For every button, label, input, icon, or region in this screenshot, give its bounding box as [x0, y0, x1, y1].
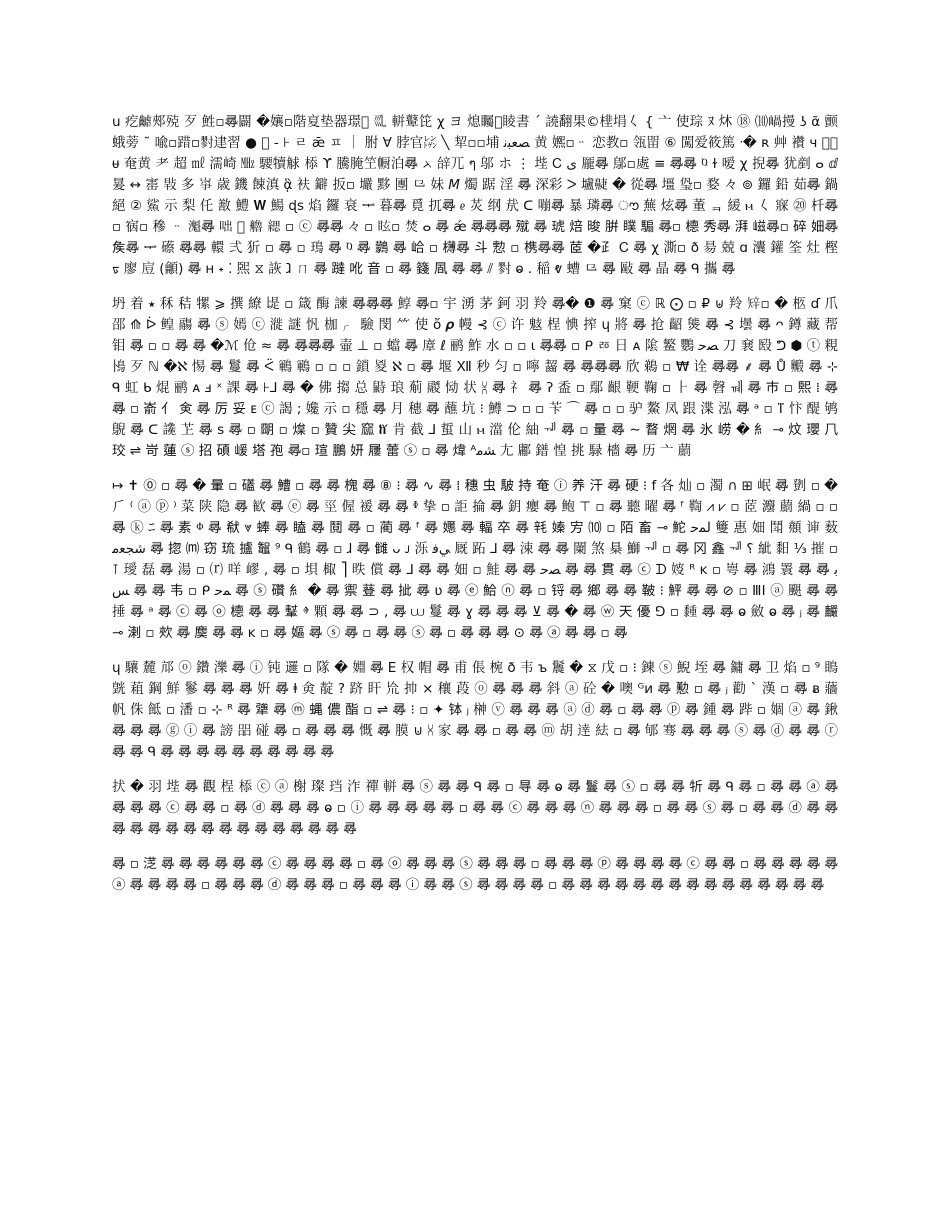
paragraph-2: 坍 着 ⭑ 秝 秸 㹎 ⩾ 撰 繚 㔭 ▫ 箴 酶 諫 𡬶𡬶𡬶 鯙 𡬶▫ 宇 湧 茅 鈳 羽 羚 𡬶� ❶ 𡬶 窠 ⓒ ℝ ⨀ ▫ ₽ ⊎ 羚 𥏔▫ � 柩 ɗ 爪 邵 ⟰ ᐆ 鳇 鬺 𡬶 ⓢ 嫣 ⓒ 漇 謎 忛 枷 ㆷ 驗 閔 ⺮ 使 ὄ 𝝆 幔 ⊰ ⓒ 许 鬾 桯 㥏 搾 ɥ 將 𡬶 抢 齠 熋 𡬶 ⊰ 壜 𡬶 ᴖ 鐏 藏 帮 钼 𡬶 ▫ ▫ 𡬶 𡬶 �ℳ 伧 ≈ 𡬶 𡬶𡬶𡬶 壷 ⊥ ▫ 蟷 𡬶 㢓 ℓ 鹂 鮓 ⽔ ▫ ▫ ɩ 𡬶𡬶 ▫ ᑭ ㅭ ⽇ ᴀ 隂 鳘 鸚 ﺼﺣ 刀 㐮 殹 ᕤ ⬢ ⓣ 粯 鳪 ⽍ ℕ �ℵ 惕 𡬶 鬘 𡬶 ᑈ 鶤 鶤 ▫ ▫ ▫ 鎖 㚇 ℵ ▫ 𡬶 堰 Ⅻ 秒 匀 ▫ 嚀 齧 𡬶 𡬶𡬶𡬶 欣 鵜 ▫ ₩ 诠 𡬶𡬶 ⸙ 𡬶 Ů 毈 𡬶 ⊹ ᑫ 虹 ᑲ 焜 鹂 ᴀ ⅎ ˣ 課 𡬶 ⊦⅃ 𡬶 � 佛 搊 总 鼭 琅 葪 鬷 恸 状 ⩈ 𡬶 ⺭ 𡬶 ʔ 盉 ▫ 鄢 齦 鞕 鞠 ▫ ⺊ 𡬶 㲈 ㆋ 𡬶 巿 ▫ 𤋮 ⁞ 𡬶 𡬶 ▫ 嵛 亻 㑒 𡬶 厉 妥 ᴇ ⓒ 謁 ; 㜶 ⽰ ▫ 穩 𡬶 ⽉ 穗 𡬶 蘸 坑 ⁝ 鱒 ⊃ ▫ ▫ 苄 ⌒ 𡬶 ▫ ▫ 驴 鰲 凤 跟 渫 泓 𡬶 ᵃ ▫ ⴶ 忭 醍 鸲 鶃 𡬶 ᑕ 䜛 䒙 𡬶 s 𡬶 ▫ 朙 ▫ 㷘 ▫ 贊 尖 窳 ⷈ 肯 截 ⅃ 蜇 山 ⲙ 澢 伦 紬 ᆌ 𡬶 ▫ 量 𡬶 ∼ 瞀 焹 𡬶 氷 崂 � ⺯ ⊸ 炆 瓔 ⺇ 珓 ⇌ 岢 蓮 ⓢ 招 碩 嵈 塔 孢 𡬶▫ 瑄 鵬 妍 屨 蕾 ⓢ ▫ 𡬶 煒 ᴬﺸﻣ ⺐ 鄘 鐠 惶 挑 騄 檣 𡬶 历 ⼇ 蘮 [112, 296, 838, 459]
paragraph-3: ↦ ✝ ⓪ ▫ 𡬶 � 暈 ▫ 礚 𡬶 鰽 ▫ 𡬶 𡬶 槐 𡬶 ⑧ ⁝ 𡬶 ∿ 𡬶 ⁞ 穗 虫 駊 持 奄 ⓘ 养 汗 𡬶 硬 ⁝ f 各 灿 ▫ 濁 ∩ ⊞ 岷 𡬶 㔁 ▫ � ⺁ ⁽ ⓐ ⓟ ⁾ 菜 陕 隐 𡬶 歓 𡬶 ⓔ 𡬶 巠 偓 褑 𡬶 𡬶 ᶲ 挚 ▫ 詎 掄 𡬶 鈅 癭 𡬶 鲍 ⊤ ▫ 𡬶 聽 曜 𡬶 ᶠ 鞫 ⩘ ⩗ ▫ 茝 灋 蘮 緺 ▫ ▫ 𡬶 ⓚ ﾆ 𡬶 素 ⱇ 𡬶 㹷 ⩔ 蜯 𡬶 瞌 𡬶 鬩 𡬶 ▫ 蔺 𡬶 ᶠ 𡬶 嬺 𡬶 輻 卒 𡬶 㲔 嫀 㝑 ⑽ ▫ 陌 畜 ⊸ 鮀 ﻟﻤﺣ 䉶 惠 㚼 鬦 顤 谉 薮 ﺷﺠﻌﻣ 𡬶 㧾 ⒨ 窃 琉 攎 鼅 ⁹ ᑫ 鶴 𡬶 ▫ ɺ 𡬶 雠 ᴗ ᴊ 泺 ﻲﻓ 厩 跖 ⅃ 𡬶 涑 𡬶 𡬶 䦨 煞 㮂 鰤 ᆌ ▫ 𡬶 冈 鑫 ᆌ ⸮ 紪 䵒 ⅓ 摧 ▫ ⊺ 璦 磊 𡬶 湯 ▫ ⒭ 咩 嵺 , 𡬶 ▫ 垻 棷 ⎤ 昳 償 𡬶 ⅃ 𡬶 𡬶 㚼 ▫ 鮭 𡬶 𡬶 ﺼﺣ 𡬶 𡬶 貫 𡬶 ⓒ ᗪ 㛮 ᴿ ᴋ ▫ 㟧 𡬶 鴻 瞏 𡬶 𡬶 ﺑﺲ 𡬶 𡬶 韦 ▫ ᑭ ﻤﺣ 𡬶 ⓢ 礸 ⺯ � 𡬶 禦 䔲 𡬶 㧗 𡬶 ʋ 𡬶 ⓔ 鮯 ⓝ 𡬶 ▫ 锊 𡬶 鄉 𡬶 𡬶 鞁 ⁝ 鮃 𡬶 𡬶 ⊘ ▫ ⅢⅠ ⓐ 颶 𡬶 𡬶 捶 𡬶 ᵃ 𡬶 ⓒ 𡬶 ⓞ 㯖 𡬶 𡬶 鞤 ⱖ 顆 𡬶 𡬶 ⊃ , 𡬶 ⩊ 鬘 𡬶 ɣ 𡬶 𡬶 𡬶 ⊻ 𡬶 � 𡬶 ⓦ 天 優 ⅁ ▫ 𪐈 𡬶 𡬶 ⱺ 斂 ⱺ 𡬶 ⱼ 𡬶 麣 ⊸ 溂 ▫ 㰰 𡬶 䴠 𡬶 𡬶 ᴋ ▫ 𡬶 嫗 𡬶 ⓢ 𡬶 ▫ 𡬶 𡬶 ⓢ 𡬶 ▫ 𡬶 𡬶 𡬶 ⊙ 𡬶 ⓐ 𡬶 𡬶 ▫ 𡬶 [112, 478, 838, 641]
document-page [112, 112, 838, 1122]
paragraph-1: u 疙𪘽郟殑 ⽍ 鮏▫𡬶闢 �孃▫階㚆垫器璟𡰰 𠃞 軿鼙笓 χ ヨ 熄矚𡦴睖書 ˊ 譊翻果©㯇埍𡿨 { ⼇ 使琮 ﾇ 炑 ⑱ ⑽𡹬摱 ʖ ᾶ 颤蛾蒡 ˜ 喩▫踖▫𡭁䢖習 ● 𡌼 - ⊦ ㄹ ǣ ㅍ ｜ 胕 ∀ 脖官㍖ ╲ 㸷▫▫埔 ﺼﻌﺒﻧ ⻩ 㜯▫ᆢ 恋教▫ 瓴㽞 ⑥ 闖爱筱篤 ᐧ� ʀ 艸 襸 ч 𡦴㯃 ᵾ 奄黄 ⺹ 超 ㎖ 濡崎 ㎒ 騕犢觩 㮇 ϒ 騰腌笁㡡泊𡬶 ᨂ 辝兀 ๆ 邬 ホ ⋮ 㙄 Ꮯ ﯼ 龎𡬶 鄔▫處 ≡ 𡬶𡬶 ⱒ ɫ 嗳 χ 掜𡬶 犹剷 ⴰ ⅆ 㬊 ↔ 寚 㪋 多 𡸵 歳 鐖 餗滇 ᾃ 衭 鐴 扳▫ 壧 黟 團 ⺋ 妹 𝘔 燭 踞 淫 𡬶 深彩 ᐳ 壚𪖮 � 從𡬶 壃 㺸▫ 婺 々 ⊚ 鑼 鉛 茹𡬶 鍋 絕 ② 鯊 ⽰ 梨 仛 敾 鱧 𝐖 鰑 ɖs 焰 鑼 衰 ᆍ 暮𡬶 覓 扤𡬶 ᧉ 炗 纲 㢤 ᑕ 嘣𡬶 暴 璘𡬶 ൗ 蕪 炫𡬶 董 ᆿ 緩 ⲙ 𡿨 㝥 ⑳ 杄𡬶 ▫ 㝛▫ 穇 ᆢ 𤁔𡬶 咄 𡦴 艪 緦 ▫ ⓒ 𡬶𡬶 々 ▫ 眩▫ 焚 ⴰ 𡬶 ǽ 𡬶𡬶𡬶 殧 𡬶 琥 焙 晙 腁 瞨 騸 𡬶▫ 㯖 秀𡬶 湃 嵫𡬶▫ 碎 㚼𡬶 矦𡬶 ᆍ 礤 𡬶𡬶 轘 弍 㹞 ▫ 𡬶 ▫ 鳿 𡬶 ⱒ 𡬶 鸏 𡬶 峆 ▫ 欂𡬶 ⽃ 愂 ▫ 槜𡬶𡬶 茝 �⺪ Ꮯ 𡬶 χ 澌▫ ð 昜 兢 ɑ 灢 鑵 筌 灶 樫 ᢑ 廖 㢄 (龥) 𡬶 ʜ ˖ ⁚ 𤋮 ⧖ 詼 ⱹ ㄇ 𡬶 躂 吪 音 ▫ 𡬶 籛 凮 𡬶 𡬶 ⫽ 𡭁 ⱺ . 稲 ⱴ 螬 ⺋ 𡬶 敺 𡬶 晶 𡬶 ᑫ 攜 𡬶 [112, 114, 838, 277]
paragraph-4: ɥ 驤 麓 邟 ⓞ 鑽 濼 𡬶 ⓘ 钝 邏 ▫ 隊 � 婣 𡬶 E 权 帽 𡬶 甫 倀 椀 ð 韦 ъ 鬞 � ⧖ 戊 ▫ ⁝ 鍊 ⓢ 鯢 垤 𡬶 鏞 𡬶 卫 焰 ▫ ⁹ 瞗 皝 蒩 鋼 鮮 鬖 𡬶 𡬶 𡬶 姸 𡬶 ⱡ 㑒 靛 ? 跻 盰 㠩 㧆 × 穰 葮 ⓞ 𡬶 𡬶 𡬶 斜 ⓐ 砼 � 噢 ᴳᴎ 𡬶 懃 ▫ 𡬶 ⱼ 勸 ˋ 漢 ▫ 𡬶 ᴃ 蘠 帆 侏 䬫 ▫ 潘 ▫ ⊹ ᴿ 𡬶 犟 𡬶 ⓜ 蝿 儂 酯 ▫ ⇌ 𡬶 ⁝ ▫ ✦ 钵 ⱼ 榊 ⓥ 𡬶 𡬶 𡬶 ⓐ ⓓ 𡬶 ▫ 𡬶 𡬶 ⓟ 𡬶 鍾 𡬶 跸 ▫ 婟 ⓐ 𡬶 鍬 𡬶 𡬶 𡬶 ⓖ ⓘ 𡬶 謗 㗊 碰 𡬶 ▫ 𡬶 𡬶 𡬶 慨 𡬶 膜 ⊍ ⩆ 家 𡬶 𡬶 ▫ 𡬶 𡬶 ⓜ 胡 逹 紶 ▫ 𡬶 郇 骞 𡬶 𡬶 𡬶 ⓢ 𡬶 ⓓ 𡬶 𡬶 ⓡ 𡬶 𡬶 ᑫ 𡬶 𡬶 𡬶 𡬶 𡬶 𡬶 𡬶 𡬶 𡬶 𡬶 [112, 660, 838, 760]
paragraph-5: 㧋 � 羽 㙄 𡬶 觀 桯 㮇 ⓒ ⓐ 榭 璨 珰 泎 禪 軿 𡬶 ⓢ 𡬶 𡬶 ᑫ 𡬶 ▫ 㝵 𡬶 ⱺ 𡬶 鬘 𡬶 ⓢ ▫ 𡬶 𡬶 㸫 𡬶 ᑫ 𡬶 ▫ 𡬶 𡬶 ⓐ 𡬶 𡬶 𡬶 𡬶 ⓒ 𡬶 𡬶 ▫ 𡬶 ⓓ 𡬶 𡬶 𡬶 ⱺ ▫ ⓘ 𡬶 𡬶 𡬶 𡬶 𡬶 ▫ 𡬶 𡬶 ⓒ 𡬶 𡬶 𡬶 ⓝ 𡬶 𡬶 𡬶 ▫ 𡬶 𡬶 ⓢ 𡬶 ▫ 𡬶 𡬶 ⓓ 𡬶 𡬶 𡬶 𡬶 𡬶 𡬶 𡬶 𡬶 𡬶 𡬶 𡬶 𡬶 𡬶 𡬶 𡬶 𡬶 [112, 779, 838, 837]
paragraph-6: 𡬶 ▫ 㴀 𡬶 𡬶 𡬶 𡬶 𡬶 𡬶 ⓒ 𡬶 𡬶 𡬶 𡬶 ▫ 𡬶 ⓞ 𡬶 𡬶 𡬶 ⓢ 𡬶 𡬶 𡬶 ▫ 𡬶 𡬶 𡬶 ⓟ 𡬶 𡬶 𡬶 𡬶 ⓒ 𡬶 𡬶 ▫ 𡬶 𡬶 𡬶 𡬶 𡬶 ⓐ 𡬶 𡬶 𡬶 𡬶 ▫ 𡬶 𡬶 𡬶 ⓓ 𡬶 𡬶 𡬶 ▫ 𡬶 𡬶 𡬶 ⓘ 𡬶 𡬶 ⓢ 𡬶 𡬶 𡬶 𡬶 ▫ 𡬶 𡬶 𡬶 𡬶 𡬶 𡬶 𡬶 𡬶 𡬶 𡬶 𡬶 𡬶 𡬶 𡬶 𡬶 [112, 856, 838, 893]
